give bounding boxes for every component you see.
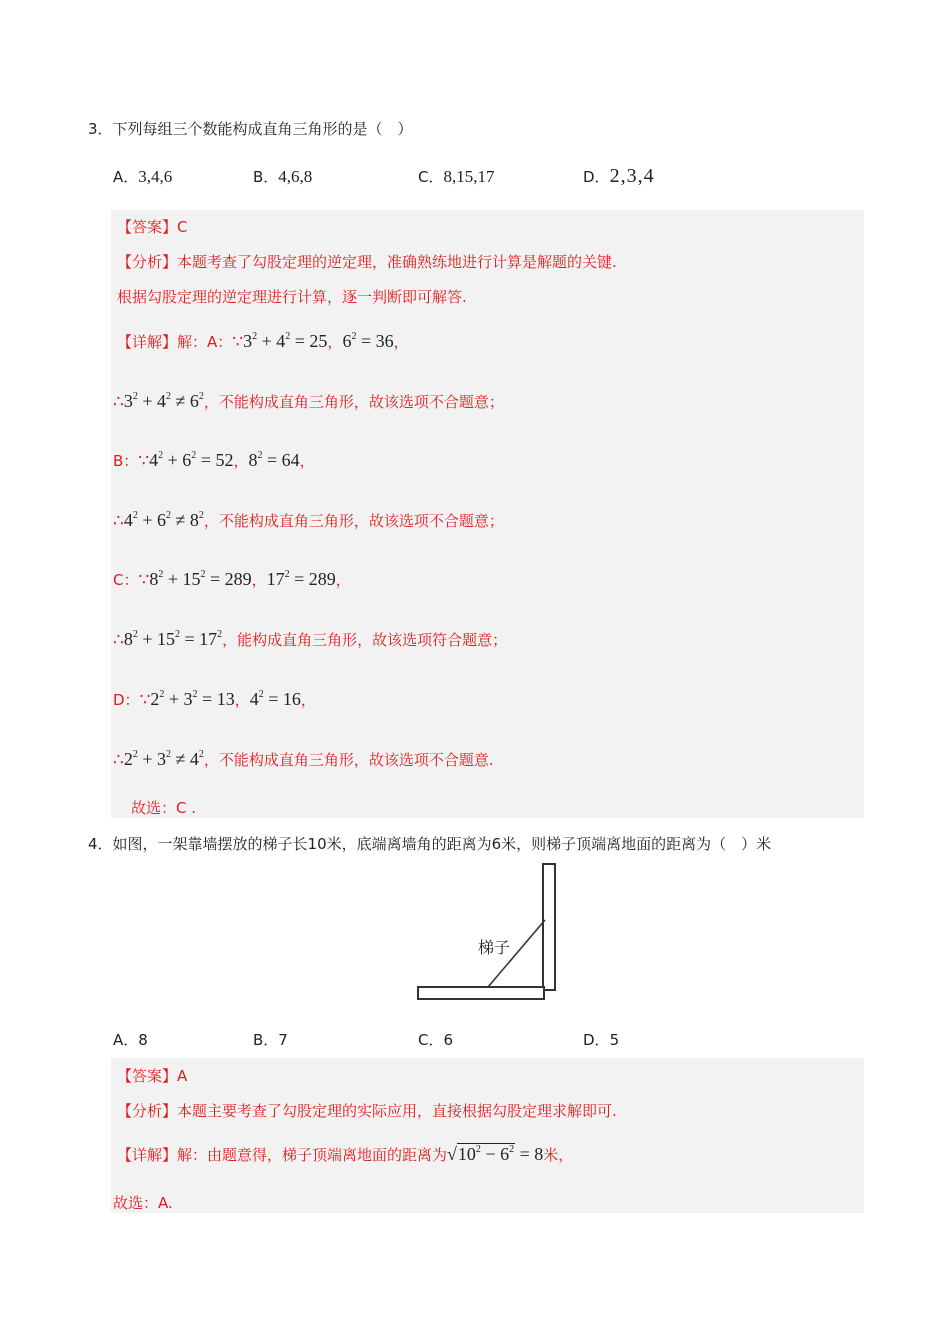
equation: $2^2 + 3^2 \ne 4^2$ xyxy=(123,749,204,769)
q4-option-d-label: D． xyxy=(583,1031,610,1049)
q4-option-a-label: A． xyxy=(113,1031,139,1049)
q3-detail-line-7: D：$\because 2^2 + 3^2 = 13$，$4^2 = 16$， xyxy=(113,689,316,710)
q3-detail-line-8: $\therefore 2^2 + 3^2 \ne 4^2$，不能构成直角三角形，故该选项不合题意. xyxy=(113,749,494,770)
q3-option-b[interactable] xyxy=(253,166,312,187)
q4-detail-tag: 【详解】 xyxy=(117,1146,178,1164)
wall xyxy=(543,864,555,990)
figure-label: 梯子 xyxy=(478,938,511,957)
therefore-symbol: ∴ xyxy=(113,750,124,770)
equation: $8^2 + 15^2 = 17^2$ xyxy=(123,629,223,649)
q4-solution-box xyxy=(111,1058,864,1213)
equation: $8^2 = 64$ xyxy=(248,450,300,470)
because-symbol: ∵ xyxy=(139,690,151,710)
q4-answer: 【答案】A xyxy=(117,1067,188,1085)
q3-detail-line-1: 【详解】解：A：$\because 3^2 + 4^2 = 25$，$6^2 = 36$， xyxy=(117,331,409,352)
q4-option-a[interactable] xyxy=(113,1029,148,1050)
q3-solution-box xyxy=(111,210,864,818)
q4-analysis xyxy=(117,1100,617,1121)
q3-answer: 【答案】C xyxy=(117,218,188,236)
q4-detail-text: 解：由题意得，梯子顶端离地面的距离为 xyxy=(177,1146,448,1164)
q4-unit: 米， xyxy=(543,1146,574,1164)
q3-number: 3． xyxy=(88,120,113,138)
q4-choose: 故选：A. xyxy=(113,1194,173,1212)
q4-analysis-tag: 【分析】 xyxy=(117,1102,178,1120)
therefore-symbol: ∴ xyxy=(113,392,124,412)
sqrt-expression: $√10^2 - 6^2 = 8$ xyxy=(447,1144,544,1164)
q4-option-c-value: 6 xyxy=(443,1031,454,1049)
q3-detail-line-6: $\therefore 8^2 + 15^2 = 17^2$，能构成直角三角形，故该选项符合题意； xyxy=(113,629,508,650)
q3-analysis-line2: 根据勾股定理的逆定理进行计算，逐一判断即可解答. xyxy=(117,288,467,306)
q4-option-c-label: C． xyxy=(418,1031,444,1049)
q4-option-b-label: B． xyxy=(253,1031,279,1049)
q3-stem-text: 下列每组三个数能构成直角三角形的是（ ） xyxy=(112,120,413,138)
q3-detail-line-5: C：$\because 8^2 + 15^2 = 289$，$17^2 = 289$， xyxy=(113,569,351,590)
equation: $3^2 + 4^2 = 25$ xyxy=(243,331,328,351)
q3-option-c-label: C． xyxy=(418,168,444,186)
q4-stem xyxy=(88,833,771,854)
q3-option-b-label: B． xyxy=(253,168,279,186)
q3-option-d-label: D． xyxy=(583,168,610,186)
q3-option-a-label: A． xyxy=(113,168,139,186)
equation: $2^2 + 3^2 = 13$ xyxy=(150,689,235,709)
q4-option-b-value: 7 xyxy=(278,1031,288,1049)
ladder-figure xyxy=(414,862,560,1004)
q3-detail-tag: 【详解】 xyxy=(117,333,178,351)
q3-detail-prefix: 解：A： xyxy=(177,333,233,351)
q4-option-d[interactable] xyxy=(583,1029,619,1050)
q3-option-c[interactable] xyxy=(418,166,494,187)
equation: $8^2 + 15^2 = 289$ xyxy=(149,569,252,589)
q3-option-d[interactable] xyxy=(583,165,655,188)
q4-option-b[interactable] xyxy=(253,1029,288,1050)
q3-choose: 故选：C . xyxy=(131,799,197,817)
q4-detail xyxy=(117,1144,573,1165)
q3-option-d-value: 2,3,4 xyxy=(609,165,655,187)
q4-stem-text: 如图，一架靠墙摆放的梯子长10米，底端离墙角的距离为6米，则梯子顶端离地面的距离为（ ）米 xyxy=(112,835,772,853)
because-symbol: ∵ xyxy=(138,451,150,471)
q3-option-b-value: 4,6,8 xyxy=(278,167,313,186)
q3-analysis-text: 本题考查了勾股定理的逆定理，准确熟练地进行计算是解题的关键. xyxy=(177,253,617,271)
q4-number: 4． xyxy=(88,835,113,853)
equation: $17^2 = 289$ xyxy=(266,569,336,589)
q3-option-c-value: 8,15,17 xyxy=(443,167,495,186)
ground xyxy=(418,987,544,999)
q3-option-a[interactable] xyxy=(113,166,172,187)
therefore-symbol: ∴ xyxy=(113,630,124,650)
q3-analysis xyxy=(117,251,617,272)
q4-analysis-text: 本题主要考查了勾股定理的实际应用，直接根据勾股定理求解即可. xyxy=(177,1102,617,1120)
because-symbol: ∵ xyxy=(232,332,244,352)
q4-option-a-value: 8 xyxy=(138,1031,148,1049)
equation: $6^2 = 36$ xyxy=(342,331,394,351)
q3-analysis-tag: 【分析】 xyxy=(117,253,178,271)
q3-stem xyxy=(88,118,413,139)
q3-detail-line-2: $\therefore 3^2 + 4^2 \ne 6^2$，不能构成直角三角形，故该选项不合题意； xyxy=(113,391,504,412)
equation: $4^2 + 6^2 = 52$ xyxy=(149,450,234,470)
equation: $4^2 = 16$ xyxy=(249,689,301,709)
equation: $3^2 + 4^2 \ne 6^2$ xyxy=(123,391,204,411)
q3-detail-line-4: $\therefore 4^2 + 6^2 \ne 8^2$，不能构成直角三角形，故该选项不合题意； xyxy=(113,510,504,531)
therefore-symbol: ∴ xyxy=(113,511,124,531)
q3-option-a-value: 3,4,6 xyxy=(138,167,173,186)
because-symbol: ∵ xyxy=(138,570,150,590)
q4-option-c[interactable] xyxy=(418,1029,453,1050)
equation: $4^2 + 6^2 \ne 8^2$ xyxy=(123,510,204,530)
q3-detail-line-3: B：$\because 4^2 + 6^2 = 52$，$8^2 = 64$， xyxy=(113,450,315,471)
q4-option-d-value: 5 xyxy=(609,1031,620,1049)
